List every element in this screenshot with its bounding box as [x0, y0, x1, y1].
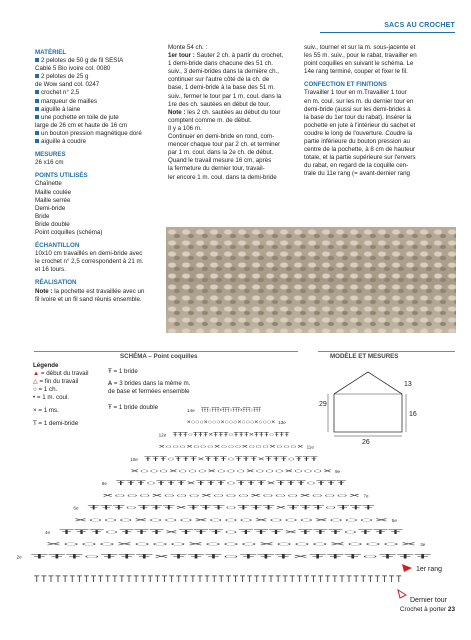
legend-item: × = 1 ms. — [33, 407, 59, 414]
echantillon-line: et 16 tours. — [35, 266, 66, 274]
column-instructions — [168, 44, 296, 182]
single-crochet-icon: × — [33, 407, 37, 414]
end-arrow-icon — [398, 590, 406, 598]
echantillon-line: 10x10 cm travaillés en demi-bride avec — [35, 250, 143, 258]
bullet-icon — [35, 139, 39, 143]
materiel-line: Cablé 5 Bio ivoire col. 0080 — [35, 65, 111, 73]
bullet-icon — [35, 115, 39, 119]
model-title: MODÈLE ET MESURES — [330, 353, 399, 360]
last-row-label: Dernier tour — [410, 597, 447, 604]
bottom-base-row — [34, 574, 403, 584]
double-crochet-icon: Ŧ — [108, 368, 112, 375]
end-marker-icon: △ — [33, 378, 38, 385]
shell-row: ×○○○×○○○×○○○×○○○×○○○× — [44, 541, 419, 549]
shell-row: ŦŦŦ○ŦŦŦ×ŦŦŦ○ŦŦŦ×ŦŦŦ○ŦŦŦ — [87, 504, 375, 512]
text-line: Monte 54 ch. : — [168, 44, 208, 51]
text-line: la fermeture du dernier tour, travail- — [168, 165, 265, 173]
text-line: les 55 m. suiv., pour le rabat, travailler en — [304, 52, 417, 60]
realisation-title: RÉALISATION — [35, 279, 77, 287]
row-number-label: 8e — [101, 481, 107, 487]
text-line: base, 1 demi-bride à la base des 51 m. — [168, 84, 275, 92]
text-line: comptent comme m. de début. — [168, 116, 252, 124]
materiel-line: 2 pelotes de 50 g de fil SESIA — [35, 57, 159, 65]
shell-row: ×○○○×○○○×○○○×○○○×○○○× — [101, 492, 362, 500]
legend-item: de base et fermées ensemble — [108, 388, 190, 395]
row-number-label: 4e — [45, 530, 51, 535]
text-line: trale du 11e rang (= avant-dernier rang — [304, 170, 410, 178]
schema-title: SCHÉMA – Point coquilles — [120, 353, 198, 360]
height-label: 16 — [409, 411, 417, 418]
text-line: la base du 1er tour du rabat). Insérer la — [304, 113, 412, 121]
legend-title: Légende — [33, 362, 59, 369]
model-diagram — [318, 366, 458, 446]
start-marker-icon: ▲ — [33, 370, 40, 377]
side-left-label: 29 — [319, 401, 327, 408]
row-number-label: 12e — [158, 432, 167, 438]
point-item: Point coquilles (schéma) — [35, 228, 103, 236]
legend-item: Ŧ = 1 bride — [108, 368, 138, 375]
shell-row: ŦŦŦ○ŦŦŦ×ŦŦŦ○ŦŦŦ×ŦŦŦ○ŦŦŦ — [115, 480, 347, 488]
row-number-label: 11e — [306, 444, 314, 450]
schema-rule — [34, 351, 298, 352]
materiel-line: un bouton pression magnétique doré — [35, 130, 159, 138]
cluster-icon: Ѧ — [108, 380, 113, 387]
bullet-icon — [35, 58, 39, 62]
text-line: 1er tour : Sauter 2 ch. à partir du crochet, — [168, 52, 284, 60]
bullet-icon — [35, 107, 39, 111]
legend-item: Ѧ = 3 brides dans la même m. — [108, 380, 191, 387]
text-line: suiv., 3 demi-brides dans la dernière ch., — [168, 68, 279, 76]
crochet-stitch-photo — [166, 227, 456, 333]
shell-row: ×○○○×○○○×○○○×○○○×○○○× — [130, 468, 333, 475]
width-label: 26 — [362, 439, 370, 446]
text-line: 1re des ch. sautées en début de tour. — [168, 100, 271, 108]
materiel-line: crochet n° 2,5 — [35, 89, 159, 97]
legend-item: Ŧ = 1 bride double — [108, 404, 159, 411]
echantillon-title: ÉCHANTILLON — [35, 242, 80, 250]
bullet-icon — [35, 90, 39, 94]
bullet-icon — [35, 131, 39, 135]
text-line: partie inférieure du bouton pression au — [304, 138, 410, 146]
materiel-line: une pochette en toile de jute — [35, 114, 159, 122]
row-number-label: 6e — [73, 505, 79, 511]
header-rule — [320, 32, 455, 33]
text-line: totale, et la partie supérieure sur l'envers — [304, 154, 416, 162]
text-line: suiv., tourner et sur la m. sous-jacente et — [304, 44, 416, 51]
row-number-label: 9e — [335, 469, 341, 474]
text-line: du rabat, en regard de la coquille cen- — [304, 162, 409, 170]
row-number-label: 2e — [16, 554, 22, 560]
shell-row: ŦŦŦ○ŦŦŦ×ŦŦŦ○ŦŦŦ×ŦŦŦ○ŦŦŦ — [59, 529, 404, 536]
half-double-icon: T — [33, 420, 37, 427]
shell-row: ×○○○×○○○×○○○×○○○×○○○× — [73, 516, 390, 524]
legend-item: • = 1 m. coul. — [33, 394, 70, 401]
text-line: 1 demi-bride dans chacune des 51 ch. — [168, 60, 273, 68]
text-line: demi-bride (aussi sur les demi-brides à — [304, 105, 411, 113]
row-number-label: 14e — [187, 408, 195, 413]
point-item: Chaînette — [35, 180, 62, 188]
shell-row: ŦŦŦ○ŦŦŦ×ŦŦŦ○ŦŦŦ×ŦŦŦ○ŦŦŦ — [30, 553, 432, 561]
echantillon-line: le crochet n° 2,5 correspondent à 21 m. — [35, 258, 144, 266]
text-line: 14e rang terminé, couper et fixer le fil. — [304, 68, 408, 76]
first-row-label: 1er rang — [416, 566, 443, 573]
base-row-stitches: TTTTTTTTTTTTTTTTTTTTTTTTTTTTTTTTTTTTTTTTTTTTTTTTTTTT — [34, 574, 404, 584]
realisation-line: fil ivoire et un fil sand réunis ensemble. — [35, 295, 142, 303]
row-number-label: 5e — [391, 517, 397, 523]
treble-crochet-icon: Ŧ — [108, 404, 112, 411]
points-title: POINTS UTILISÉS — [35, 172, 88, 180]
section-header: SACS AU CROCHET — [384, 22, 455, 29]
point-item: Bride double — [35, 220, 70, 228]
text-line: pochette en jute à l'intérieur du sachet et — [304, 121, 416, 129]
text-line: par 1 m. coul. dans la 2e ch. de début. — [168, 149, 274, 157]
bullet-icon — [35, 74, 39, 78]
row-number-label: 3e — [420, 542, 426, 548]
mesures-title: MESURES — [35, 151, 66, 159]
text-line: coudre le long de l'ouverture. Coudre la — [304, 129, 413, 137]
page-footer — [400, 606, 455, 613]
legend-item: ▲ = début du travail — [33, 370, 89, 377]
text-line: en m. coul. sur les m. du dernier tour en — [304, 97, 414, 105]
text-line: centre de la pochette, à 8 cm de hauteur — [304, 146, 416, 154]
point-item: Demi-bride — [35, 204, 66, 212]
text-line: Travailler 1 tour en m.Travailler 1 tour — [304, 89, 407, 97]
footer-brand: Crochet à porter — [399, 606, 447, 613]
bag-outline — [334, 372, 402, 432]
confection-title: CONFECTION ET FINITIONS — [304, 81, 387, 89]
column-finishing — [304, 44, 456, 179]
shell-row: ŦŦŦ○ŦŦŦ×ŦŦŦ○ŦŦŦ×ŦŦŦ○ŦŦŦ — [201, 407, 262, 414]
legend-item: T = 1 demi-bride — [33, 420, 79, 427]
shell-row: ŦŦŦ○ŦŦŦ×ŦŦŦ○ŦŦŦ×ŦŦŦ○ŦŦŦ — [172, 431, 290, 439]
column-materials — [35, 44, 159, 304]
materiel-line: de Wow sand col. 0247 — [35, 81, 100, 89]
materiel-line: aiguille à laine — [35, 106, 159, 114]
row-number-label: 10e — [130, 456, 138, 462]
shell-row: ×○○○×○○○×○○○×○○○×○○○× — [186, 419, 276, 427]
slip-stitch-icon: • — [33, 394, 36, 401]
point-item: Bride — [35, 212, 50, 220]
model-rule — [318, 351, 455, 352]
materiel-line: large de 26 cm et haute de 16 cm — [35, 121, 128, 129]
legend-item: △ = fin du travail — [33, 378, 79, 385]
materiel-line: 2 pelotes de 25 g — [35, 73, 159, 81]
chain-icon: ○ — [33, 386, 37, 393]
text-line: ler encore 1 m. coul. dans la demi-bride — [168, 173, 277, 181]
text-line: Il y a 106 m. — [168, 124, 202, 132]
text-line: Note : les 2 ch. sautées au début du tour — [168, 108, 281, 116]
text-line: continuer sur l'autre côté de la ch. de — [168, 76, 270, 84]
row-number-label: 7e — [363, 493, 369, 499]
materiel-line: marqueur de mailles — [35, 98, 159, 106]
row-number-label: 13e — [278, 420, 286, 426]
materiel-title: MATÉRIEL — [35, 49, 67, 56]
legend-item: ○ = 1 ch. — [33, 386, 58, 393]
point-item: Maille serrée — [35, 196, 71, 204]
shell-row: ×○○○×○○○×○○○×○○○×○○○× — [158, 443, 304, 451]
text-line: Quand le travail mesure 16 cm, après — [168, 157, 272, 165]
shell-row: ŦŦŦ○ŦŦŦ×ŦŦŦ○ŦŦŦ×ŦŦŦ○ŦŦŦ — [144, 455, 318, 463]
text-line: point coquilles en suivant le schéma. Le — [304, 60, 414, 68]
bullet-icon — [35, 99, 39, 103]
text-line: Continuer en demi-bride en rond, com- — [168, 133, 275, 141]
materiel-line: aiguille à coudre — [35, 138, 159, 146]
realisation-line: Note : la pochette est travaillée avec un — [35, 287, 145, 295]
text-line: suiv., fermer le tour par 1 m. coul. dans la — [168, 92, 282, 100]
mesures-value: 26 x16 cm — [35, 159, 64, 167]
start-arrow-icon — [402, 564, 412, 572]
side-top-label: 13 — [404, 381, 412, 388]
point-item: Maille coulée — [35, 188, 72, 196]
text-line: mencer chaque tour par 2 ch. et terminer — [168, 141, 281, 149]
page-number: 23 — [447, 606, 455, 613]
